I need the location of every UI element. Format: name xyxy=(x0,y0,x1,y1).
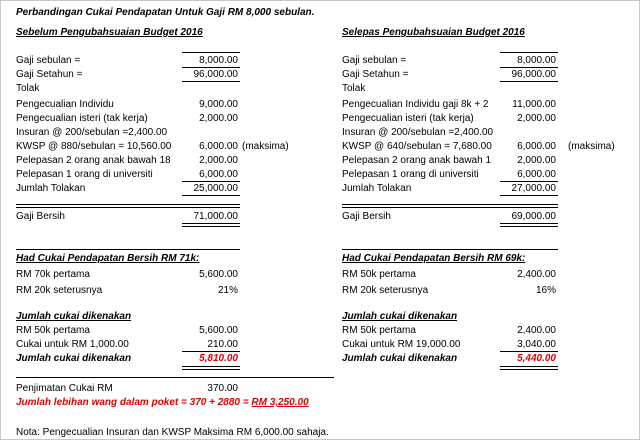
left-border-total-bottom1 xyxy=(182,366,240,367)
left-border-setahun-bottom xyxy=(182,81,240,82)
left-border-tolakan-top xyxy=(182,181,240,182)
left-tolak-label: Tolak xyxy=(16,83,40,94)
right-univ-label: Pelepasan 1 orang di universiti xyxy=(342,169,479,180)
left-c1-label: RM 50k pertama xyxy=(16,325,90,336)
sheet-title: Perbandingan Cukai Pendapatan Untuk Gaji RM 8,000 sebulan. xyxy=(16,7,315,18)
left-kwsp-label: KWSP @ 880/sebulan = 10,560.00 xyxy=(16,141,172,152)
left-kwsp-value: 6,000.00 xyxy=(199,141,238,152)
left-univ-label: Pelepasan 1 orang di universiti xyxy=(16,169,153,180)
left-border-tolakan-bottom xyxy=(182,195,240,196)
left-border-bersih-bottom2 xyxy=(182,226,240,227)
left-jumlah-tolakan-value: 25,000.00 xyxy=(193,183,238,194)
left-individu-value: 9,000.00 xyxy=(199,99,238,110)
right-anak-label: Pelepasan 2 orang anak bawah 1 xyxy=(342,155,492,166)
right-gaji-setahun-label: Gaji Setahun = xyxy=(342,69,409,80)
right-individu-value: 11,000.00 xyxy=(512,99,556,110)
right-isteri-label: Pengecualian isteri (tak kerja) xyxy=(342,113,474,124)
left-had2-label: RM 20k seterusnya xyxy=(16,285,103,296)
right-gaji-bersih-value: 69,000.00 xyxy=(511,211,556,222)
right-border-tolakan-bottom xyxy=(500,195,558,196)
right-c1-label: RM 50k pertama xyxy=(342,325,416,336)
left-jumlah-heading: Jumlah cukai dikenakan xyxy=(16,311,132,322)
left-jumlah-tolakan-label: Jumlah Tolakan xyxy=(16,183,86,194)
right-gaji-setahun-value: 96,000.00 xyxy=(511,69,556,80)
nota: Nota: Pengecualian Insuran dan KWSP Maksima RM 6,000.00 sahaja. xyxy=(16,427,329,438)
left-border-total-bottom2 xyxy=(182,369,240,370)
right-had2-label: RM 20k seterusnya xyxy=(342,285,429,296)
lebihan-prefix: Jumlah lebihan wang dalam poket = 370 + 2880 = xyxy=(16,397,252,408)
left-border-bersih-bottom1 xyxy=(182,223,240,224)
right-had1-label: RM 50k pertama xyxy=(342,269,416,280)
left-had1-label: RM 70k pertama xyxy=(16,269,90,280)
left-isteri-value: 2,000.00 xyxy=(199,113,238,124)
right-had-heading: Had Cukai Pendapatan Bersih RM 69k: xyxy=(342,253,526,264)
left-isteri-label: Pengecualian isteri (tak kerja) xyxy=(16,113,148,124)
lebihan-value: RM 3,250.00 xyxy=(251,397,309,408)
left-c2-value: 210.00 xyxy=(207,339,238,350)
right-border-total-top xyxy=(500,351,558,352)
left-border-total-top xyxy=(182,351,240,352)
right-individu-label: Pengecualian Individu gaji 8k + 2 xyxy=(342,99,489,110)
right-border-top xyxy=(500,52,558,53)
penjimatan-label: Penjimatan Cukai RM xyxy=(16,383,113,394)
right-jumlah-tolakan-value: 27,000.00 xyxy=(511,183,556,194)
left-anak-value: 2,000.00 xyxy=(199,155,238,166)
left-gaji-sebulan-label: Gaji sebulan = xyxy=(16,55,81,66)
right-c2-label: Cukai untuk RM 19,000.00 xyxy=(342,339,461,350)
left-heading: Sebelum Pengubahsuaian Budget 2016 xyxy=(16,27,203,38)
left-anak-label: Pelepasan 2 orang anak bawah 18 xyxy=(16,155,171,166)
right-isteri-value: 2,000.00 xyxy=(517,113,556,124)
right-border-total-bottom2 xyxy=(500,369,558,370)
left-border-had-top xyxy=(16,249,240,250)
left-insuran-label: Insuran @ 200/sebulan =2,400.00 xyxy=(16,127,168,138)
right-insuran-label: Insuran @ 200/sebulan =2,400.00 xyxy=(342,127,494,138)
left-gaji-sebulan-value: 8,000.00 xyxy=(199,55,238,66)
left-individu-label: Pengecualian Individu xyxy=(16,99,114,110)
right-border-bersih-top1 xyxy=(342,204,558,205)
left-gaji-setahun-value: 96,000.00 xyxy=(193,69,238,80)
right-border-bersih-top2 xyxy=(342,207,558,208)
left-border-bersih-top1 xyxy=(16,204,240,205)
right-heading: Selepas Pengubahsuaian Budget 2016 xyxy=(342,27,525,38)
right-border-bersih-bottom2 xyxy=(500,226,558,227)
right-total-label: Jumlah cukai dikenakan xyxy=(342,353,458,364)
right-univ-value: 6,000.00 xyxy=(517,169,556,180)
left-border-setahun-top xyxy=(182,67,240,68)
right-total-value: 5,440.00 xyxy=(517,353,556,364)
left-gaji-setahun-label: Gaji Setahun = xyxy=(16,69,83,80)
right-jumlah-tolakan-label: Jumlah Tolakan xyxy=(342,183,412,194)
right-c2-value: 3,040.00 xyxy=(517,339,556,350)
left-border-bersih-top2 xyxy=(16,207,240,208)
right-anak-value: 2,000.00 xyxy=(517,155,556,166)
right-border-total-bottom1 xyxy=(500,366,558,367)
right-gaji-bersih-label: Gaji Bersih xyxy=(342,211,391,222)
left-total-label: Jumlah cukai dikenakan xyxy=(16,353,132,364)
right-gaji-sebulan-label: Gaji sebulan = xyxy=(342,55,407,66)
lebihan-line xyxy=(16,396,309,410)
left-c2-label: Cukai untuk RM 1,000.00 xyxy=(16,339,129,350)
right-kwsp-value: 6,000.00 xyxy=(517,141,556,152)
penjimatan-border-top xyxy=(16,377,334,378)
right-kwsp-note: (maksima) xyxy=(568,141,615,152)
left-total-value: 5,810.00 xyxy=(199,353,238,364)
right-border-had-top xyxy=(342,249,558,250)
left-gaji-bersih-label: Gaji Bersih xyxy=(16,211,65,222)
right-tolak-label: Tolak xyxy=(342,83,366,94)
left-had2-value: 21% xyxy=(217,285,238,296)
right-had2-value: 16% xyxy=(535,285,556,296)
left-had1-value: 5,600.00 xyxy=(199,269,238,280)
right-c1-value: 2,400.00 xyxy=(517,325,556,336)
right-border-bersih-bottom1 xyxy=(500,223,558,224)
right-jumlah-heading: Jumlah cukai dikenakan xyxy=(342,311,458,322)
left-kwsp-note: (maksima) xyxy=(242,141,289,152)
right-gaji-sebulan-value: 8,000.00 xyxy=(517,55,556,66)
right-had1-value: 2,400.00 xyxy=(517,269,556,280)
right-border-setahun-bottom xyxy=(500,81,558,82)
penjimatan-value: 370.00 xyxy=(207,383,238,394)
right-border-setahun-top xyxy=(500,67,558,68)
left-c1-value: 5,600.00 xyxy=(199,325,238,336)
left-had-heading: Had Cukai Pendapatan Bersih RM 71k: xyxy=(16,253,200,264)
right-border-tolakan-top xyxy=(500,181,558,182)
left-gaji-bersih-value: 71,000.00 xyxy=(193,211,238,222)
left-univ-value: 6,000.00 xyxy=(199,169,238,180)
right-kwsp-label: KWSP @ 640/sebulan = 7,680.00 xyxy=(342,141,492,152)
left-border-top xyxy=(182,52,240,53)
